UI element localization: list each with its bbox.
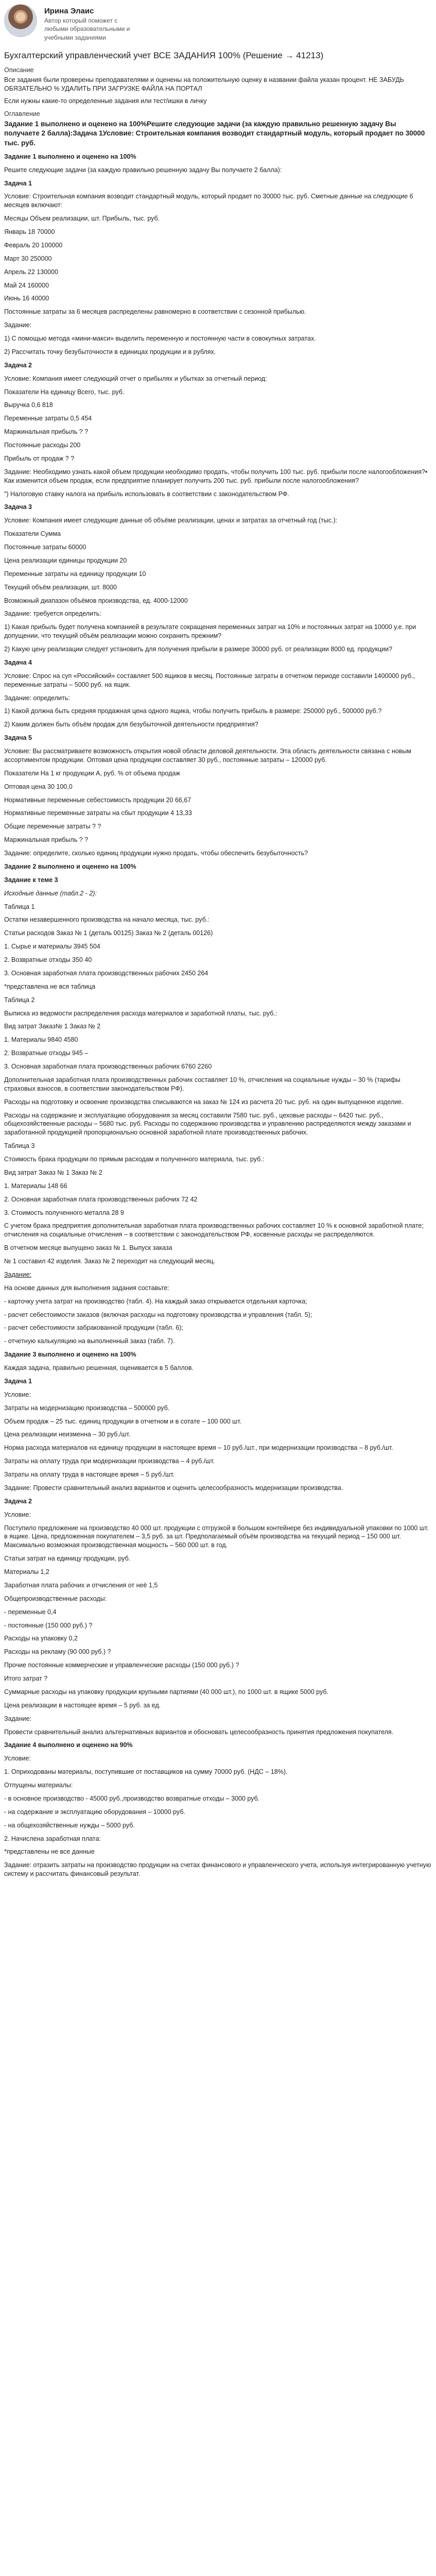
- paragraph: Общепроизводственные расходы:: [4, 1595, 107, 1602]
- paragraph: Таблица 3: [4, 1142, 35, 1150]
- paragraph: С учетом брака предприятия дополнительная заработная плата производственных рабочих составляет 10 % к основной заработной плате; отчисления на социальные отчисления – в соответствии с законодательством РФ, косвенные расходы не распределяются.: [4, 1222, 424, 1239]
- paragraph: - на содержание и эксплуатацию оборудования – 10000 руб.: [4, 1808, 185, 1816]
- paragraph: 3. Стоимость полученного металла 28 9: [4, 1209, 124, 1216]
- paragraph: - переменные 0,4: [4, 1608, 57, 1616]
- section-heading: Задача 2: [4, 361, 32, 369]
- paragraph: Цена реализации неизменна – 30 руб./шт.: [4, 1431, 131, 1438]
- paragraph: Задание:: [4, 321, 32, 329]
- paragraph: 2) Какую цену реализации следует установить для получения прибыли в размере 30000 руб. от реализации 8000 ед. продукции?: [4, 646, 393, 653]
- paragraph: - постоянные (150 000 руб.) ?: [4, 1621, 93, 1629]
- section-heading: Задача 1: [4, 179, 32, 187]
- paragraph: *представлена не вся таблица: [4, 982, 96, 990]
- paragraph: Суммарные расходы на упаковку продукции крупными партиями (40 000 шт.), по 1000 шт. в ящике 5000 руб.: [4, 1688, 329, 1696]
- paragraph: Показатели На единицу Всего, тыс. руб.: [4, 388, 125, 396]
- paragraph: № 1 составил 42 изделия. Заказ № 2 переходит на следующий месяц.: [4, 1258, 216, 1265]
- paragraph: Май 24 160000: [4, 281, 49, 289]
- avatar[interactable]: [4, 4, 37, 37]
- paragraph: 1. Материалы 148 66: [4, 1182, 67, 1190]
- section-heading: Задача 2: [4, 1497, 32, 1505]
- paragraph: 2) Каким должен быть объём продаж для безубыточной деятельности предприятия?: [4, 721, 258, 728]
- hint-text: Если нужны какие-то определенные задания или тест/ишки в личку: [4, 97, 207, 105]
- paragraph: Затраты на оплату труда в настоящее время – 5 руб./шт.: [4, 1471, 175, 1479]
- paragraph: Условие: Компания имеет следующий отчет о прибылях и убытках за отчетный период:: [4, 375, 267, 382]
- paragraph: - на общехозяйственные нужды – 5000 руб.: [4, 1821, 135, 1829]
- paragraph: Материалы 1,2: [4, 1568, 49, 1576]
- section-heading: Задание 4 выполнено и оценено на 90%: [4, 1741, 133, 1749]
- paragraph: Маржинальная прибыль ? ?: [4, 428, 89, 436]
- paragraph: 2. Возвратные отходы 350 40: [4, 956, 92, 964]
- paragraph: Задание:: [4, 1715, 32, 1722]
- page-title: Бухгалтерский управленческий учет ВСЕ ЗАДАНИЯ 100% (Решение → 41213): [4, 50, 324, 60]
- paragraph: Таблица 1: [4, 903, 35, 910]
- paragraph: Вид затрат Заказ № 1 Заказ № 2: [4, 1168, 102, 1176]
- paragraph: 3. Основная заработная плата производственных рабочих 6760 2260: [4, 1063, 212, 1071]
- paragraph: Дополнительная заработная плата производственных рабочих составляет 10 %, отчисления на социальные нужды – 30 % (тарифы страховых взносов, в соответствии законодательством РФ).: [4, 1076, 400, 1092]
- section-heading: Задача 1: [4, 1377, 32, 1385]
- paragraph: Условие: Спрос на суп «Российский» составляет 500 ящиков в месяц. Постоянные затраты в отчетном периоде составили 1400000 руб., переменные затраты – 5000 руб. на ящик.: [4, 672, 415, 688]
- author-name[interactable]: Ирина Элаис: [44, 7, 94, 15]
- paragraph: Цена реализации единицы продукции 20: [4, 556, 127, 564]
- paragraph: Цена реализации в настоящее время – 5 руб. за ед.: [4, 1701, 161, 1709]
- paragraph: Март 30 250000: [4, 255, 52, 262]
- toc-label: Оглавление: [4, 110, 40, 118]
- paragraph: Расходы на рекламу (90 000 руб.) ?: [4, 1648, 111, 1656]
- section-heading: Задача 5: [4, 734, 32, 742]
- paragraph: Июнь 16 40000: [4, 295, 49, 302]
- paragraph: Условие:: [4, 1755, 31, 1762]
- paragraph: Показатели Сумма: [4, 530, 61, 538]
- paragraph: - расчет себестоимости забракованной продукции (табл. 6);: [4, 1324, 183, 1332]
- paragraph: Задание: определить:: [4, 694, 70, 702]
- paragraph: На основе данных для выполнения задания составьте:: [4, 1284, 169, 1292]
- paragraph: Задание: отразить затраты на производство продукции на счетах финансового и управленческого учета, используя интегрированную учетную систему и рассчитать финансовый результат.: [4, 1861, 431, 1878]
- paragraph: Задание: Провести сравнительный анализ вариантов и оценить целесообразность модернизации производства.: [4, 1484, 343, 1492]
- paragraph: Затраты на оплату труда при модернизации производства – 4 руб./шт.: [4, 1458, 215, 1465]
- paragraph: Нормативные переменные затраты на сбыт продукции 4 13,33: [4, 809, 192, 817]
- paragraph: Условие:: [4, 1391, 31, 1398]
- paragraph: Расходы на упаковку 0,2: [4, 1635, 78, 1642]
- paragraph: 2. Возвратные отходы 945 –: [4, 1049, 89, 1057]
- paragraph: Условие: Компания имеет следующие данные об объёме реализации, ценах и затратах за отчетный год (тыс.):: [4, 517, 338, 524]
- paragraph: Каждая задача, правильно решенная, оценивается в 5 баллов.: [4, 1364, 194, 1372]
- paragraph: Выписка из ведомости распределения расхода материалов и заработной платы, тыс. руб.:: [4, 1009, 277, 1017]
- paragraph: В отчетном месяце выпущено заказ № 1. Выпуск заказа: [4, 1244, 172, 1252]
- paragraph: Задание:: [4, 1270, 32, 1278]
- section-heading: Задание к теме 3: [4, 876, 58, 884]
- paragraph: Общие переменные затраты ? ?: [4, 823, 101, 831]
- paragraph: Показатели На 1 кг продукции А, руб. % от объема продаж: [4, 769, 180, 777]
- paragraph: Возможный диапазон объёмов производства, ед. 4000-12000: [4, 597, 188, 604]
- paragraph: Решите следующие задачи (за каждую правильно решенную задачу Вы получаете 2 балла):: [4, 166, 282, 174]
- paragraph: 2) Рассчитать точку безубыточности в единицах продукции и в рублях.: [4, 348, 216, 355]
- paragraph: Переменные затраты 0,5 454: [4, 415, 92, 422]
- paragraph: Выручка 0,6 818: [4, 401, 53, 409]
- paragraph: Маржинальная прибыль ? ?: [4, 836, 89, 844]
- paragraph: Поступило предложение на производство 40 000 шт. продукции с отгрузкой в большом контейнере без индивидуальной упаковки по 1000 шт. в ящике. Цена, предложенная покупателем – 3,5 руб. за шт. Предполагаемый объём производства на текущий период – 150 000 шт. Максимально возможная производственная мощность – 560 000 шт. в год.: [4, 1524, 429, 1549]
- paragraph: Задание: определите, сколько единиц продукции нужно продать, чтобы обеспечить безубыточность?: [4, 850, 308, 857]
- paragraph: Задание: Необходимо узнать какой объем продукции необходимо продать, чтобы получить 100 тыс. руб. прибыли после налогообложения?• Как изменится объем продаж, если предприятие планирует получить 200 тыс. руб. прибыли после налогообложения?: [4, 468, 428, 484]
- paragraph: Провести сравнительный анализ альтернативных вариантов и обосновать целесообразность принятия предложения покупателя.: [4, 1728, 394, 1736]
- section-heading: Задание 1 выполнено и оценено на 100%: [4, 152, 136, 160]
- paragraph: Исходные данные (табл.2 - 2):: [4, 889, 97, 897]
- paragraph: 1) Какая прибыль будет получена компанией в результате сокращения переменных затрат на 10% и постоянных затрат на 10000 у.е. при допущении, что текущий объём реализации можно сохранить прежним?: [4, 623, 416, 640]
- paragraph: Оптовая цена 30 100,0: [4, 783, 73, 790]
- paragraph: Нормативные переменные себестоимость продукции 20 66,67: [4, 796, 191, 804]
- paragraph: Стоимость брака продукции по прямым расходам и полученного материала, тыс. руб.:: [4, 1156, 265, 1163]
- paragraph: Таблица 2: [4, 996, 35, 1004]
- paragraph: Месяцы Объем реализации, шт. Прибыль, тыс. руб.: [4, 215, 160, 223]
- paragraph: Отпущены материалы:: [4, 1782, 73, 1789]
- author-card: [4, 0, 432, 47]
- paragraph: Переменные затраты на единицу продукции 10: [4, 570, 146, 578]
- paragraph: Остатки незавершенного производства на начало месяца, тыс. руб.:: [4, 916, 210, 924]
- paragraph: - расчет себестоимости заказов (включая расходы на подготовку производства и управления (табл. 5);: [4, 1311, 312, 1318]
- paragraph: - в основное производство - 45000 руб.,производство возвратные отходы – 3000 руб.: [4, 1794, 260, 1802]
- section-heading: Задание 1 выполнено и оценено на 100%Решите следующие задачи (за каждую правильно решенную задачу Вы получаете 2 балла):Задача 1Условие: Строительная компания возводит стандартный модуль, который продает по 30000 тыс. руб.: [4, 120, 425, 147]
- paragraph: 1. Оприходованы материалы, поступившие от поставщиков на сумму 70000 руб. (НДС – 18%).: [4, 1768, 288, 1776]
- paragraph: Постоянные расходы 200: [4, 442, 81, 449]
- document-content: [4, 120, 432, 1878]
- section-heading: Задание 2 выполнено и оценено на 100%: [4, 862, 136, 870]
- paragraph: Затраты на модернизацию производства – 500000 руб.: [4, 1404, 170, 1412]
- paragraph: Январь 18 70000: [4, 228, 55, 236]
- paragraph: 2. Начислена заработная плата:: [4, 1835, 101, 1842]
- author-description: Автор который поможет с любыми образовательными и учебными заданиями: [44, 17, 130, 41]
- paragraph: ") Налоговую ставку налога на прибыль использовать в соответствии с законодательством РФ.: [4, 490, 289, 498]
- paragraph: Февраль 20 100000: [4, 241, 63, 249]
- paragraph: Прочие постоянные коммерческие и управленческие расходы (150 000 руб.) ?: [4, 1662, 239, 1669]
- paragraph: 3. Основная заработная плата производственных рабочих 2450 264: [4, 969, 208, 977]
- paragraph: Условие: Строительная компания возводит стандартный модуль, который продает по 30000 тыс. руб. Сметные данные на следующие 6 месяцев включают:: [4, 193, 413, 209]
- paragraph: Условие: Вы рассматриваете возможность открытия новой области деловой деятельности. Эта область деятельности связана с новым ассортиментом продукции. Оптовая цена продукции составляет 30 руб., постоянные затраты – 120000 руб.: [4, 748, 411, 764]
- paragraph: Итого затрат ?: [4, 1675, 48, 1683]
- paragraph: 1. Сырье и материалы 3945 504: [4, 943, 100, 951]
- description-text: Все задания были проверены преподавателями и оценены на положительную оценку в названии файла указан процент. НЕ ЗАБУДЬ ОБЯЗАТЕЛЬНО % УДАЛИТЬ ПРИ ЗАГРУЗКЕ ФАЙЛА НА ПОРТАЛ: [4, 76, 404, 92]
- paragraph: Условие:: [4, 1511, 31, 1518]
- paragraph: Текущий объём реализации, шт. 8000: [4, 583, 117, 591]
- paragraph: Задание: требуется определить:: [4, 610, 101, 618]
- paragraph: - отчетную калькуляцию на выполненный заказ (табл. 7).: [4, 1337, 175, 1345]
- section-heading: Задание 3 выполнено и оценено на 100%: [4, 1351, 136, 1359]
- section-heading: Задача 3: [4, 503, 32, 511]
- paragraph: Расходы на подготовку и освоение производства списываются на заказ № 124 из расчета 20 тыс. руб. на один выпущенное изделие.: [4, 1098, 404, 1106]
- paragraph: 1) С помощью метода «мини-макси» выделить переменную и постоянную части в совокупных затратах.: [4, 335, 316, 343]
- description-label: Описание: [4, 66, 34, 74]
- paragraph: Расходы на содержание и эксплуатацию оборудования за месяц составили 7580 тыс. руб., цеховые расходы – 6420 тыс. руб., общехозяйственные расходы – 5680 тыс. руб. Расходы по содержанию производства и управлению распределяются между заказами и заработанной продукцией пропорционально основной заработной плате производственных рабочих.: [4, 1111, 411, 1137]
- paragraph: 2. Основная заработная плата производственных рабочих 72 42: [4, 1195, 198, 1203]
- paragraph: - карточку учета затрат на производство (табл. 4). На каждый заказ открывается отдельная карточка;: [4, 1297, 307, 1305]
- paragraph: Статьи расходов Заказ № 1 (деталь 00125) Заказ № 2 (деталь 00126): [4, 929, 213, 937]
- paragraph: Заработная плата рабочих и отчисления от неё 1,5: [4, 1581, 158, 1589]
- section-heading: Задача 4: [4, 658, 32, 666]
- paragraph: Объем продаж – 25 тыс. единиц продукции в отчетном и в сотате – 100 000 шт.: [4, 1417, 242, 1425]
- paragraph: Постоянные затраты за 6 месяцев распределены равномерно в соответствии с сезонной прибылью.: [4, 308, 306, 316]
- paragraph: 1. Материалы 9840 4580: [4, 1036, 78, 1044]
- paragraph: Норма расхода материалов на единицу продукции в настоящее время – 10 руб./шт., при модернизации производства – 8 руб./шт.: [4, 1444, 393, 1452]
- paragraph: 1) Какой должна быть средняя продажная цена одного ящика, чтобы получить прибыль в размере: 250000 руб., 500000 руб.?: [4, 707, 382, 715]
- paragraph: Прибыль от продаж ? ?: [4, 454, 75, 462]
- paragraph: Вид затрат Заказ№ 1 Заказ № 2: [4, 1023, 101, 1030]
- paragraph: *представлены не все данные: [4, 1848, 95, 1856]
- paragraph: Статьи затрат на единицу продукции, руб.: [4, 1555, 131, 1563]
- paragraph: Постоянные затраты 60000: [4, 544, 86, 551]
- paragraph: Апрель 22 130000: [4, 268, 58, 276]
